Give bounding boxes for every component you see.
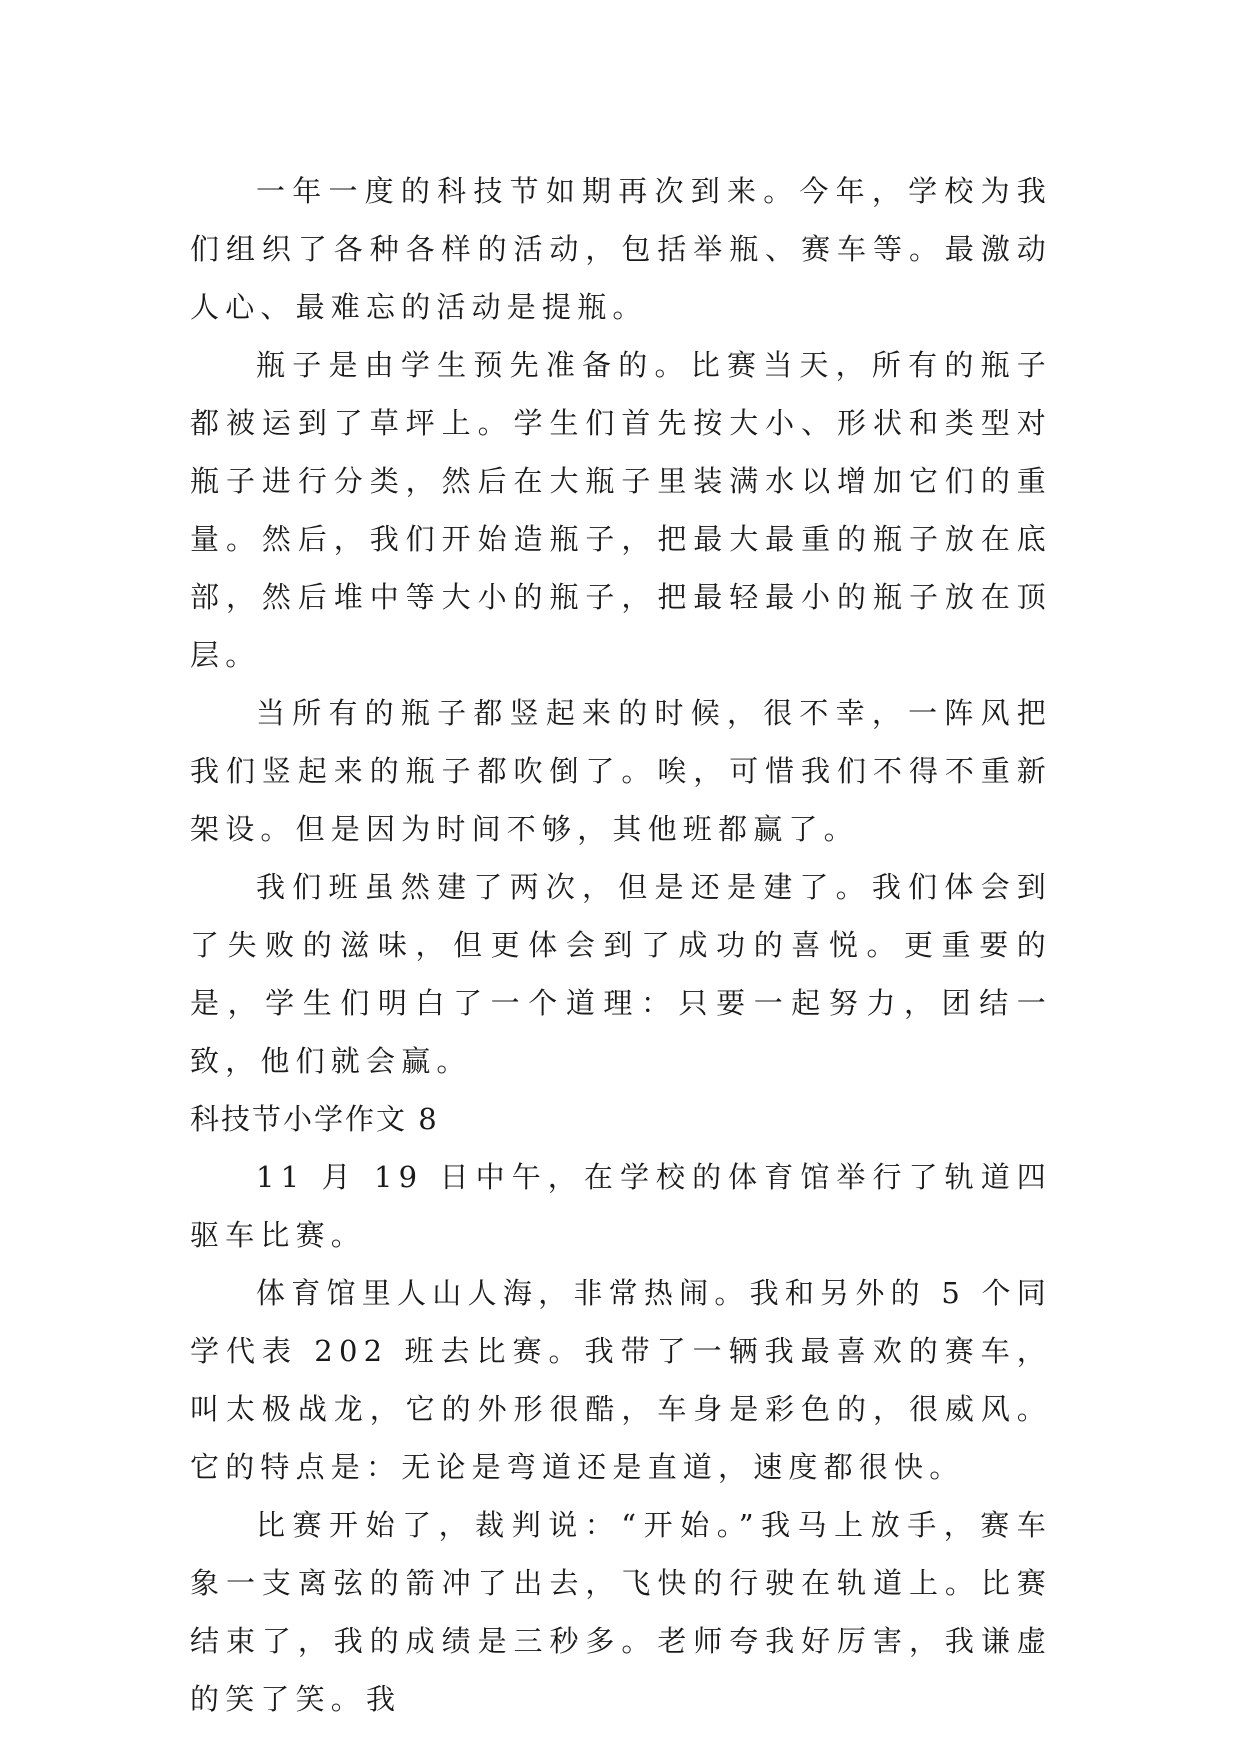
paragraph-3: 当所有的瓶子都竖起来的时候，很不幸，一阵风把我们竖起来的瓶子都吹倒了。唉，可惜我们不得不重新架设。但是因为时间不够，其他班都赢了。 [190,696,1052,846]
paragraph-4: 我们班虽然建了两次，但是还是建了。我们体会到了失败的滋味，但更体会到了成功的喜悦。更重要的是，学生们明白了一个道理：只要一起努力，团结一致，他们就会赢。 [190,870,1052,1078]
section-paragraph-2: 体育馆里人山人海，非常热闹。我和另外的 5 个同学代表 202 班去比赛。我带了一辆我最喜欢的赛车，叫太极战龙，它的外形很酷，车身是彩色的，很威风。它的特点是：无论是弯道还是直道，速度都很快。 [190,1276,1052,1484]
section-title: 科技节小学作文 8 [190,1102,439,1136]
paragraph-2: 瓶子是由学生预先准备的。比赛当天，所有的瓶子都被运到了草坪上。学生们首先按大小、形状和类型对瓶子进行分类，然后在大瓶子里装满水以增加它们的重量。然后，我们开始造瓶子，把最大最重的瓶子放在底部，然后堆中等大小的瓶子，把最轻最小的瓶子放在顶层。 [190,348,1052,672]
document-body [190,162,1052,1728]
section-paragraph-1: 11 月 19 日中午，在学校的体育馆举行了轨道四驱车比赛。 [190,1160,1052,1252]
paragraph-1: 一年一度的科技节如期再次到来。今年，学校为我们组织了各种各样的活动，包括举瓶、赛车等。最激动人心、最难忘的活动是提瓶。 [190,174,1052,324]
section-paragraph-3: 比赛开始了，裁判说：“开始。”我马上放手，赛车象一支离弦的箭冲了出去，飞快的行驶在轨道上。比赛结束了，我的成绩是三秒多。老师夸我好厉害，我谦虚的笑了笑。我 [190,1508,1052,1716]
